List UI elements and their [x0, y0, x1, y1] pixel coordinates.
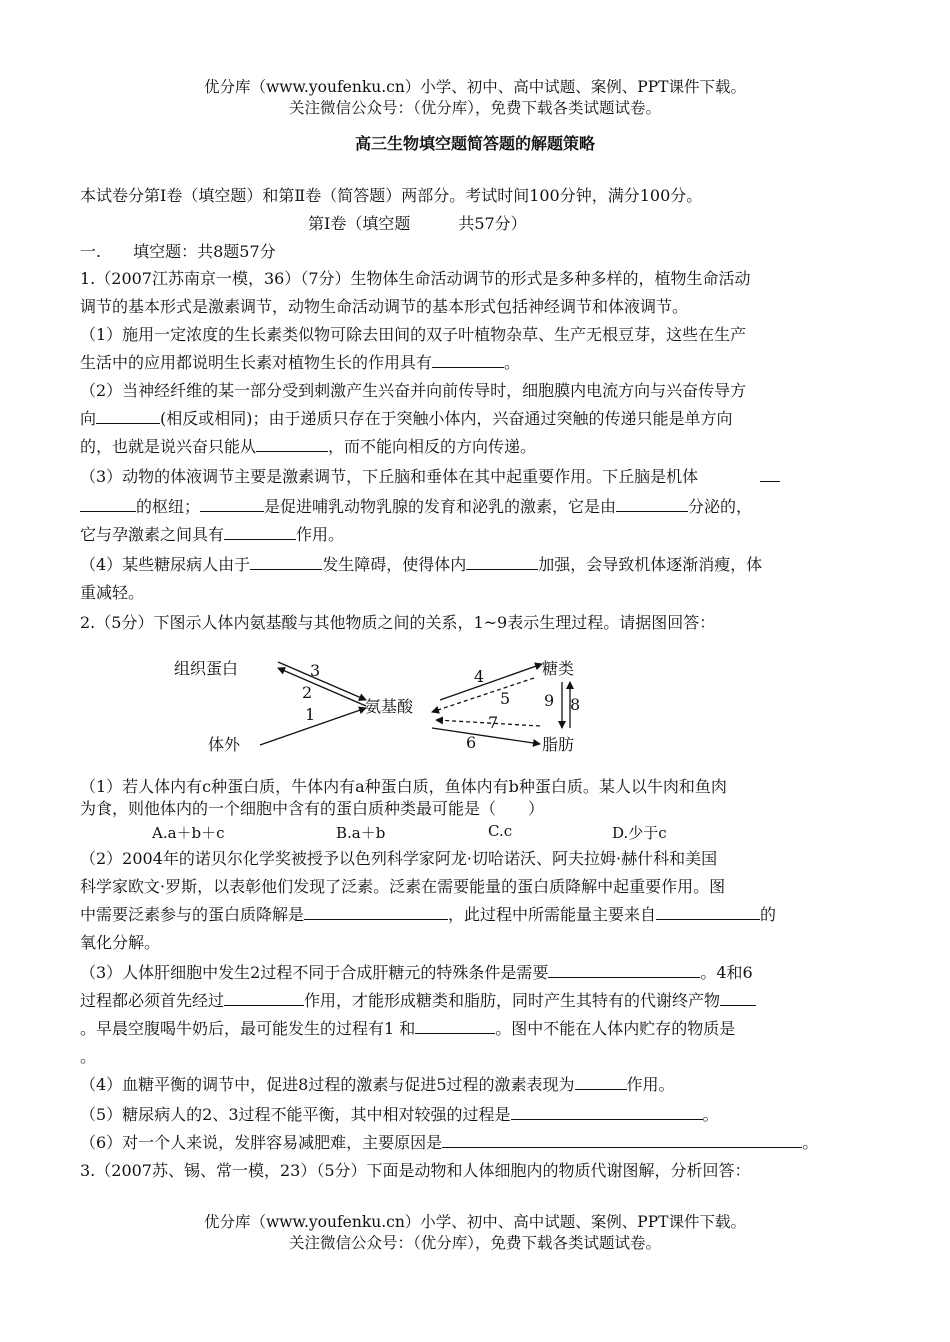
label-5: 5	[500, 689, 511, 708]
arrow-3	[278, 662, 366, 700]
q1-p2-c: 的，也就是说兴奋只能从 ，而不能向相反的方向传递。	[80, 437, 537, 456]
blank[interactable]	[96, 408, 160, 424]
q2-p3-c: 。早晨空腹喝牛奶后，最可能发生的过程有1 和 。图中不能在人体内贮存的物质是	[80, 1019, 736, 1038]
intro: 本试卷分第Ⅰ卷（填空题）和第Ⅱ卷（简答题）两部分。考试时间100分钟，满分100分。	[80, 186, 703, 205]
q1-line-2: 调节的基本形式是激素调节，动物生命活动调节的基本形式包括神经调节和体液调节。	[80, 297, 689, 316]
blank[interactable]	[256, 436, 328, 452]
blank[interactable]	[250, 554, 322, 570]
q2-p3-b: 过程都必须首先经过 作用，才能形成糖类和脂肪，同时产生其特有的代谢终产物	[80, 990, 756, 1012]
blank[interactable]	[224, 524, 296, 540]
blank[interactable]	[575, 1074, 627, 1090]
header-line-2: 关注微信公众号：（优分库），免费下载各类试题试卷。	[288, 99, 661, 117]
label-4: 4	[474, 667, 485, 686]
blank[interactable]	[80, 496, 136, 512]
option-d[interactable]: D.少于c	[612, 824, 667, 842]
q1-p3-c: 它与孕激素之间具有 作用。	[80, 525, 345, 544]
q2-p2-a: （2）2004年的诺贝尔化学奖被授予以色列科学家阿龙·切哈诺沃、阿夫拉姆·赫什科和美国	[80, 849, 718, 868]
arrow-2	[278, 668, 366, 706]
blank[interactable]	[200, 496, 264, 512]
blank[interactable]	[432, 352, 504, 368]
node-fat: 脂肪	[542, 735, 575, 754]
q1-p1-a: （1）施用一定浓度的生长素类似物可除去田间的双子叶植物杂草、生产无根豆芽，这些在生产	[80, 325, 747, 344]
page-title: 高三生物填空题简答题的解题策略	[354, 134, 595, 153]
q2-p2-d: 氧化分解。	[80, 933, 161, 952]
q2-p1-a: （1）若人体内有c种蛋白质，牛体内有a种蛋白质，鱼体内有b种蛋白质。某人以牛肉和鱼肉	[80, 777, 727, 796]
option-b[interactable]: B.a＋b	[336, 824, 386, 842]
node-tissue-protein: 组织蛋白	[174, 659, 239, 678]
q2-p6: （6）对一个人来说，发胖容易减肥难，主要原因是 。	[80, 1133, 819, 1152]
q2-p2-b: 科学家欧文·罗斯，以表彰他们发现了泛素。泛素在需要能量的蛋白质降解中起重要作用。图	[80, 877, 726, 896]
option-a[interactable]: A.a＋b＋c	[152, 824, 225, 842]
blank[interactable]	[466, 554, 538, 570]
q2-line-1: 2.（5分）下图示人体内氨基酸与其他物质之间的关系，1~9表示生理过程。请据图回答：	[80, 613, 716, 632]
section-heading: 一. 填空题：共8题57分	[80, 242, 276, 261]
arrow-4	[440, 664, 542, 700]
label-2: 2	[302, 683, 313, 702]
q1-p4-b: 重减轻。	[80, 583, 145, 602]
node-sugar: 糖类	[542, 659, 575, 678]
blank[interactable]	[656, 904, 760, 920]
label-6: 6	[466, 733, 477, 752]
q2-p4: （4）血糖平衡的调节中，促进8过程的激素与促进5过程的激素表现为 作用。	[80, 1075, 675, 1094]
option-c[interactable]: C.c	[488, 822, 513, 840]
label-8: 8	[570, 695, 581, 714]
header-line-1: 优分库（www.youfenku.cn）小学、初中、高中试题、案例、PPT课件下载。	[203, 78, 747, 96]
footer-line-1: 优分库（www.youfenku.cn）小学、初中、高中试题、案例、PPT课件下载。	[203, 1213, 747, 1231]
blank[interactable]	[720, 990, 756, 1006]
node-amino-acid: 氨基酸	[365, 697, 414, 716]
blank[interactable]	[415, 1018, 495, 1034]
q2-p1-b: 为食，则他体内的一个细胞中含有的蛋白质种类最可能是（ ）	[80, 799, 545, 818]
q2-p2-c: 中需要泛素参与的蛋白质降解是 ，此过程中所需能量主要来自 的	[80, 905, 777, 924]
q2-p3-a: （3）人体肝细胞中发生2过程不同于合成肝糖元的特殊条件是需要 。4和6	[80, 963, 753, 982]
q2-p5: （5）糖尿病人的2、3过程不能平衡，其中相对较强的过程是 。	[80, 1105, 719, 1124]
blank[interactable]	[442, 1132, 802, 1148]
label-1: 1	[305, 705, 316, 724]
node-external: 体外	[208, 735, 241, 754]
q1-p3-a: （3）动物的体液调节主要是激素调节，下丘脑和垂体在其中起重要作用。下丘脑是机体	[80, 466, 780, 488]
label-9: 9	[544, 691, 555, 710]
blank[interactable]	[616, 496, 688, 512]
q2-p3-d: 。	[80, 1047, 97, 1066]
footer-line-2: 关注微信公众号：（优分库），免费下载各类试题试卷。	[288, 1234, 661, 1252]
q1-p4-a: （4）某些糖尿病人由于 发生障碍，使得体内 加强，会导致机体逐渐消瘦，体	[80, 555, 763, 574]
blank[interactable]	[760, 466, 780, 482]
part1-heading: 第Ⅰ卷（填空题 共57分）	[308, 214, 527, 233]
blank[interactable]	[511, 1104, 703, 1120]
q1-p1-b: 生活中的应用都说明生长素对植物生长的作用具有 。	[80, 353, 521, 372]
arrow-6	[432, 728, 540, 744]
blank[interactable]	[304, 904, 448, 920]
q1-line-1: 1.（2007江苏南京一模，36）（7分）生物体生命活动调节的形式是多种多样的，植物生命活动	[80, 269, 751, 288]
q1-p2-b: 向 (相反或相同)；由于递质只存在于突触小体内，兴奋通过突触的传递只能是单方向	[80, 409, 733, 428]
q3-line-1: 3.（2007苏、锡、常一模，23）（5分）下面是动物和人体细胞内的物质代谢图解，分析回答：	[80, 1161, 751, 1180]
label-7: 7	[488, 713, 499, 732]
blank[interactable]	[548, 962, 700, 978]
blank[interactable]	[224, 990, 304, 1006]
q1-p2-a: （2）当神经纤维的某一部分受到刺激产生兴奋并向前传导时，细胞膜内电流方向与兴奋传导方	[80, 381, 747, 400]
label-3: 3	[310, 661, 321, 680]
amino-acid-diagram	[160, 648, 600, 763]
q1-p3-b: 的枢纽； 是促进哺乳动物乳腺的发育和泌乳的激素，它是由 分泌的，	[80, 496, 752, 518]
